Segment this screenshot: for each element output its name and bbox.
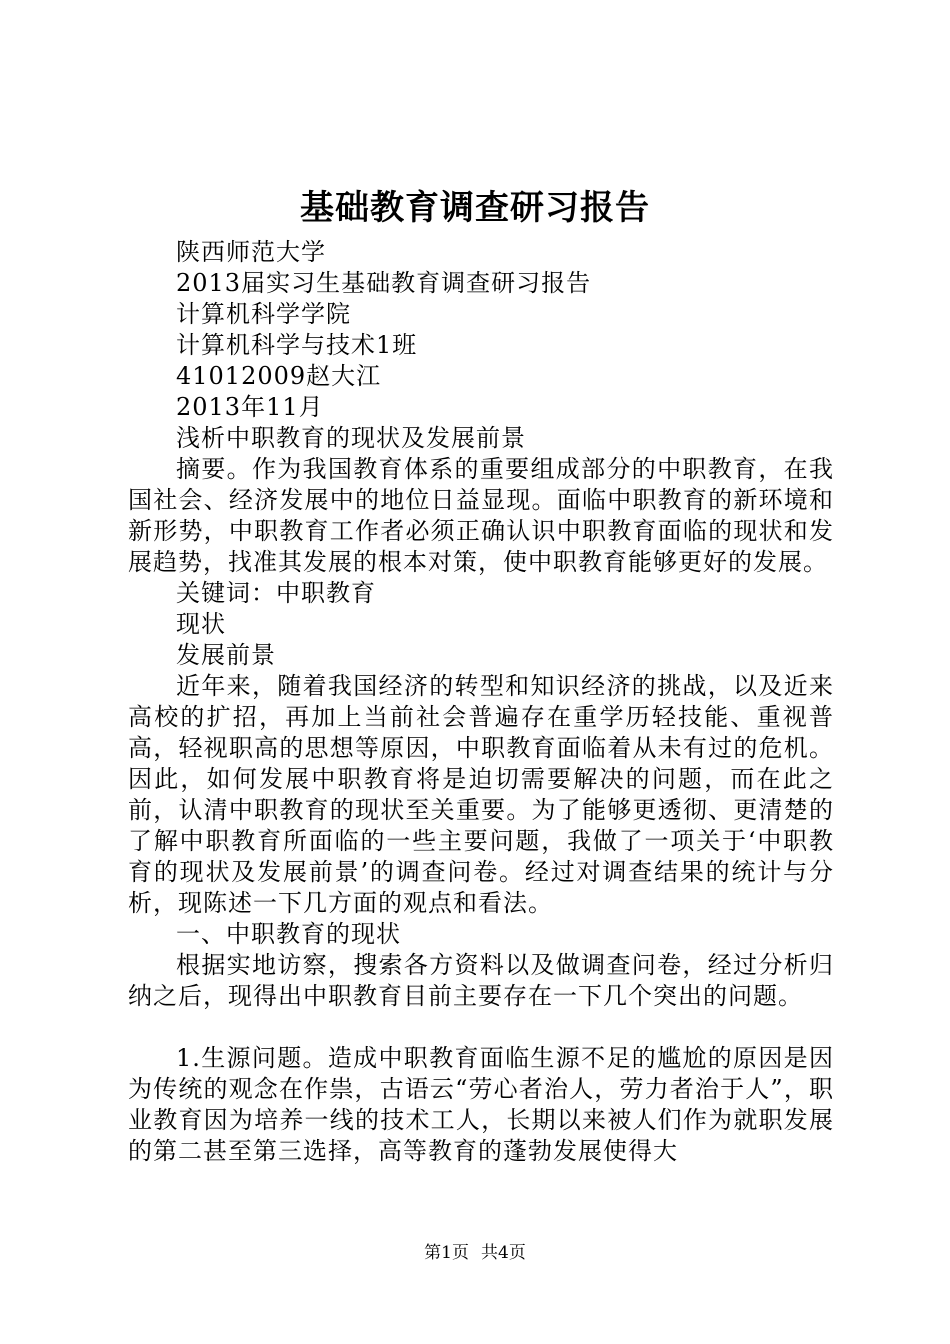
paragraph-class: 计算机科学与技术1班 (176, 331, 418, 359)
document-body (128, 237, 834, 1167)
document-title: 基础教育调查研习报告 (300, 188, 650, 228)
paragraph-report-name: 2013届实习生基础教育调查研习报告 (176, 269, 592, 297)
page-total: 共4页 (481, 1243, 526, 1263)
paragraph-enrollment-issue: 1.生源问题。造成中职教育面临生源不足的尴尬的原因是因为传统的观念在作祟，古语云“劳心者治人，劳力者治于人”，职业教育因为培养一线的技术工人，长期以来被人们作为就职发展的第二甚至第三选择，高等教育的蓬勃发展使得大 (128, 1044, 834, 1165)
paragraph-keywords: 关键词：中职教育 (176, 579, 376, 607)
paragraph-subtitle: 浅析中职教育的现状及发展前景 (176, 424, 526, 452)
section-heading-status: 一、中职教育的现状 (176, 920, 401, 948)
paragraph-college: 计算机科学学院 (176, 300, 351, 328)
paragraph-findings: 根据实地访察，搜索各方资料以及做调查问卷，经过分析归纳之后，现得出中职教育目前主要存在一下几个突出的问题。 (128, 951, 834, 1010)
paragraph-university: 陕西师范大学 (176, 238, 326, 266)
paragraph-keyword-prospect: 发展前景 (176, 641, 276, 669)
page-number: 第1页 (424, 1243, 469, 1263)
paragraph-student: 41012009赵大江 (176, 362, 382, 390)
paragraph-intro: 近年来，随着我国经济的转型和知识经济的挑战，以及近来高校的扩招，再加上当前社会普遍存在重学历轻技能、重视普高，轻视职高的思想等原因，中职教育面临着从未有过的危机。因此，如何发展中职教育将是迫切需要解决的问题，而在此之前，认清中职教育的现状至关重要。为了能够更透彻、更清楚的了解中职教育所面临的一些主要问题，我做了一项关于‘中职教育的现状及发展前景’的调查问卷。经过对调查结果的统计与分析，现陈述一下几方面的观点和看法。 (128, 672, 834, 917)
page-footer (0, 1242, 950, 1264)
paragraph-date: 2013年11月 (176, 393, 324, 421)
paragraph-abstract: 摘要。作为我国教育体系的重要组成部分的中职教育，在我国社会、经济发展中的地位日益显现。面临中职教育的新环境和新形势，中职教育工作者必须正确认识中职教育面临的现状和发展趋势，找准其发展的根本对策，使中职教育能够更好的发展。 (128, 455, 834, 576)
paragraph-keyword-status: 现状 (176, 610, 226, 638)
